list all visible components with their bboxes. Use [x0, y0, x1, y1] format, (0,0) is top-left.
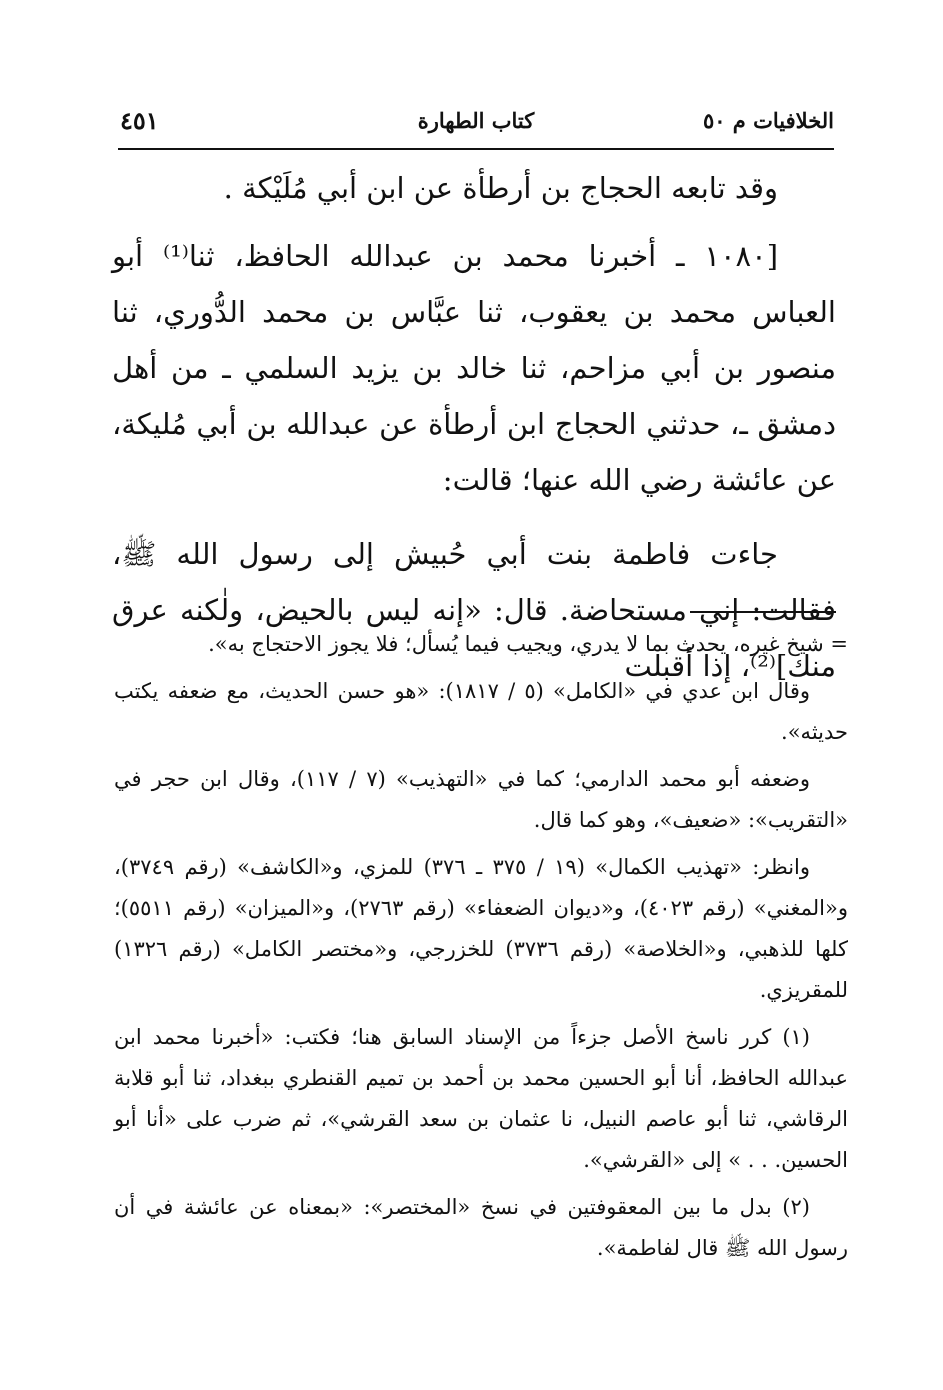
footnote-1: (١) كرر ناسخ الأصل جزءاً من الإسناد السابق هنا؛ فكتب: «أخبرنا محمد ابن عبدالله الحافظ، أنا أبو الحسين محمد بن أحمد بن تميم القنطري ببغداد، ثنا أبو قلابة الرقاشي، ثنا أبو عاصم النبيل، نا عثمان بن سعد القرشي»، ثم ضرب على «أنا أبو الحسين. . . » إلى «القرشي».: [114, 1025, 848, 1172]
running-head-right: الخلافيات م ٥٠: [702, 108, 834, 133]
paragraph-3: جاءت فاطمة بنت أبي حُبيش إلى رسول الله ﷺ، فقالت: إني مستحاضة. قال: «إنه ليس بالحيض، ولٰكنه عرق منك]⁽²⁾، إذا أقبلت: [112, 537, 836, 683]
footnote-paragraph: وانظر: «تهذيب الكمال» (١٩ / ٣٧٥ ـ ٣٧٦) للمزي، و«الكاشف» (رقم ٣٧٤٩)، و«المغني» (رقم ٤٠٢٣)، و«ديوان الضعفاء» (رقم ٢٧٦٣)، و«الميزان» (رقم ٥٥١١)؛ كلها للذهبي، و«الخلاصة» (رقم ٣٧٣٦) للخزرجي، و«مختصر الكامل» (رقم ١٣٢٦) للمقريزي.: [114, 855, 848, 1002]
running-head-title: كتاب الطهارة: [417, 108, 535, 133]
page-header: [118, 100, 834, 146]
footnote-separator: [690, 611, 836, 613]
main-text: [112, 160, 836, 694]
header-rule: [118, 148, 834, 150]
footnote-paragraph: وقال ابن عدي في «الكامل» (٥ / ١٨١٧): «هو حسن الحديث، مع ضعفه يكتب حديثه».: [114, 679, 848, 744]
footnote-paragraph: وضعفه أبو محمد الدارمي؛ كما في «التهذيب» (٧ / ١١٧)، وقال ابن حجر في «التقريب»: «ضعيف»، وهو كما قال.: [114, 767, 848, 832]
page-number: ٤٥١: [120, 106, 159, 135]
footnotes: [114, 624, 848, 1275]
footnote-continuation: = شيخ غيره، يحدث بما لا يدري، ويجيب فيما يُسأل؛ فلا يجوز الاحتجاج به».: [208, 632, 848, 656]
footnote-2: (٢) بدل ما بين المعقوفتين في نسخ «المختصر»: «بمعناه عن عائشة في أن رسول الله ﷺ قال لفاطمة».: [114, 1195, 848, 1260]
paragraph-1: وقد تابعه الحجاج بن أرطأة عن ابن أبي مُلَيْكة .: [223, 171, 778, 205]
paragraph-2: [١٠٨٠ ـ أخبرنا محمد بن عبدالله الحافظ، ثنا⁽¹⁾ أبو العباس محمد بن يعقوب، ثنا عبَّاس بن محمد الدُّوري، ثنا منصور بن أبي مزاحم، ثنا خالد بن يزيد السلمي ـ من أهل دمشق ـ، حدثني الحجاج ابن أرطأة عن عبدالله بن أبي مُليكة، عن عائشة رضي الله عنها؛ قالت:: [112, 239, 836, 497]
